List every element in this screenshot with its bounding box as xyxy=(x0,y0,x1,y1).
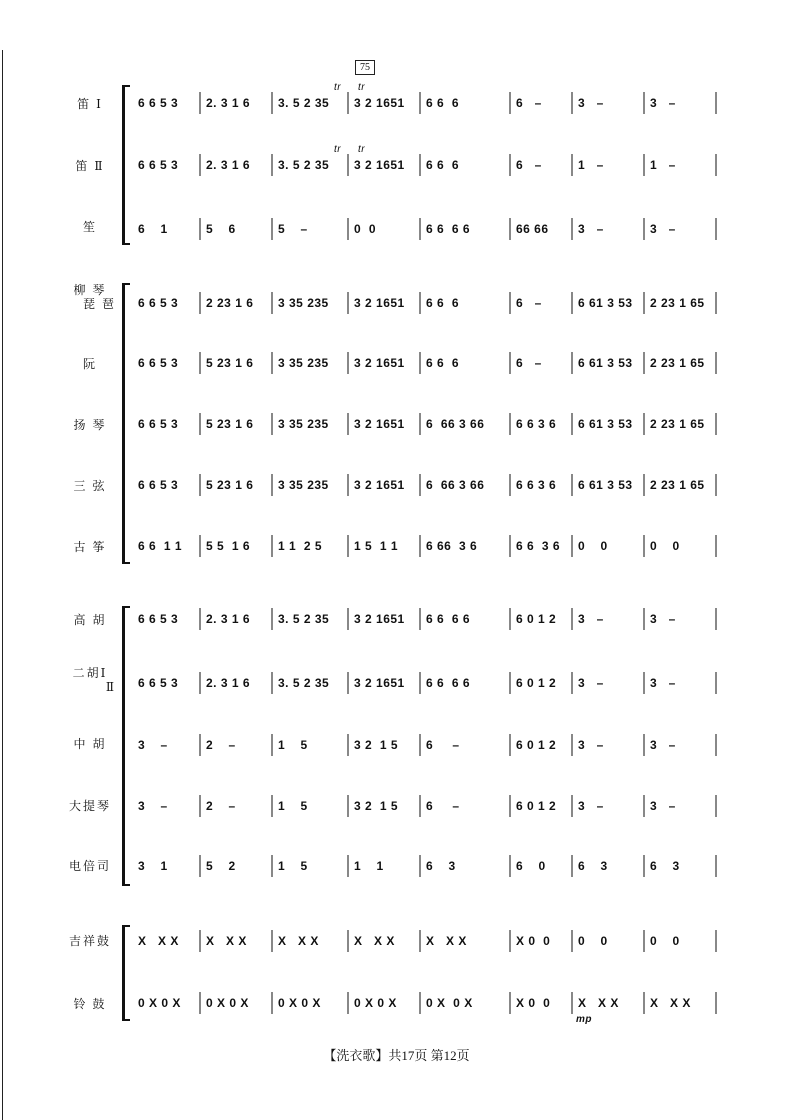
notes-di1-bar-7: 3 – xyxy=(578,96,604,110)
notes-linggu-bar-1: 0 X 0 X xyxy=(138,996,181,1010)
notes-jixianggu-bar-8: 0 0 xyxy=(650,934,680,948)
notes-ruan-bar-4: 3 2 1651 xyxy=(354,356,405,370)
notes-sanxian-bar-8: 2 23 1 65 xyxy=(650,478,705,492)
notes-gaohu-bar-8: 3 – xyxy=(650,612,676,626)
notes-di2-bar-1: 6 6 5 3 xyxy=(138,158,179,172)
notes-sanxian-bar-6: 6 6 3 6 xyxy=(516,478,557,492)
notes-jixianggu-bar-6: X 0 0 xyxy=(516,934,551,948)
notes-guzheng-bar-6: 6 6 3 6 xyxy=(516,539,561,553)
notes-sheng-bar-8: 3 – xyxy=(650,222,676,236)
notes-erhu-bar-4: 3 2 1651 xyxy=(354,676,405,690)
notes-di1-bar-3: 3. 5 2 35 xyxy=(278,96,330,110)
notes-erhu-bar-3: 3. 5 2 35 xyxy=(278,676,330,690)
notes-datiqin-bar-5: 6 – xyxy=(426,799,460,813)
notes-ruan-bar-5: 6 6 6 xyxy=(426,356,460,370)
group-brace-percussion xyxy=(122,925,128,1021)
notes-liuqin-bar-2: 2 23 1 6 xyxy=(206,296,254,310)
notes-datiqin-bar-3: 1 5 xyxy=(278,799,308,813)
notes-jixianggu-bar-7: 0 0 xyxy=(578,934,608,948)
instrument-name-guzheng: 古 筝 xyxy=(73,540,107,554)
notes-linggu-bar-4: 0 X 0 X xyxy=(354,996,397,1010)
instrument-name-liuqin: 柳 琴 琵 琶 xyxy=(73,283,116,311)
notes-yangqin-bar-2: 5 23 1 6 xyxy=(206,417,254,431)
notes-datiqin-bar-7: 3 – xyxy=(578,799,604,813)
instrument-name-sanxian: 三 弦 xyxy=(73,479,107,493)
notes-datiqin-bar-8: 3 – xyxy=(650,799,676,813)
trill-mark: tr xyxy=(358,144,366,155)
instrument-name-linggu: 铃 鼓 xyxy=(73,997,107,1011)
notes-guzheng-bar-2: 5 5 1 6 xyxy=(206,539,251,553)
notes-liuqin-bar-5: 6 6 6 xyxy=(426,296,460,310)
notes-dianbeisi-bar-8: 6 3 xyxy=(650,859,680,873)
notes-guzheng-bar-4: 1 5 1 1 xyxy=(354,539,399,553)
instrument-name-zhonghu: 中 胡 xyxy=(73,737,107,751)
group-brace-bowed xyxy=(122,606,128,886)
notes-sheng-bar-2: 5 6 xyxy=(206,222,236,236)
trill-mark: tr xyxy=(334,144,342,155)
notes-di2-bar-3: 3. 5 2 35 xyxy=(278,158,330,172)
notes-datiqin-bar-2: 2 – xyxy=(206,799,236,813)
instrument-name-jixianggu: 吉祥鼓 xyxy=(68,934,111,948)
notes-gaohu-bar-1: 6 6 5 3 xyxy=(138,612,179,626)
notes-di2-bar-7: 1 – xyxy=(578,158,604,172)
notes-zhonghu-bar-2: 2 – xyxy=(206,738,236,752)
notes-sanxian-bar-7: 6 61 3 53 xyxy=(578,478,633,492)
notes-guzheng-bar-5: 6 66 3 6 xyxy=(426,539,478,553)
notes-guzheng-bar-1: 6 6 1 1 xyxy=(138,539,183,553)
group-brace-winds xyxy=(122,85,128,245)
notes-erhu-bar-8: 3 – xyxy=(650,676,676,690)
notes-di2-bar-2: 2. 3 1 6 xyxy=(206,158,251,172)
notes-di1-bar-8: 3 – xyxy=(650,96,676,110)
notes-di2-bar-5: 6 6 6 xyxy=(426,158,460,172)
notes-gaohu-bar-7: 3 – xyxy=(578,612,604,626)
notes-datiqin-bar-1: 3 – xyxy=(138,799,168,813)
instrument-name-dianbeisi: 电倍司 xyxy=(68,859,111,873)
notes-sheng-bar-5: 6 6 6 6 xyxy=(426,222,471,236)
notes-dianbeisi-bar-5: 6 3 xyxy=(426,859,456,873)
notes-linggu-bar-3: 0 X 0 X xyxy=(278,996,321,1010)
notes-dianbeisi-bar-4: 1 1 xyxy=(354,859,384,873)
notes-jixianggu-bar-3: X X X xyxy=(278,934,319,948)
instrument-name-datiqin: 大提琴 xyxy=(68,799,111,813)
notes-liuqin-bar-6: 6 – xyxy=(516,296,542,310)
notes-ruan-bar-8: 2 23 1 65 xyxy=(650,356,705,370)
instrument-name-erhu: 二胡Ⅰ Ⅱ xyxy=(72,666,116,694)
notes-yangqin-bar-7: 6 61 3 53 xyxy=(578,417,633,431)
instrument-name-di1: 笛 Ⅰ xyxy=(77,97,103,111)
notes-dianbeisi-bar-7: 6 3 xyxy=(578,859,608,873)
notes-erhu-bar-1: 6 6 5 3 xyxy=(138,676,179,690)
notes-jixianggu-bar-2: X X X xyxy=(206,934,247,948)
notes-liuqin-bar-4: 3 2 1651 xyxy=(354,296,405,310)
instrument-name-di2: 笛 Ⅱ xyxy=(75,159,105,173)
notes-zhonghu-bar-7: 3 – xyxy=(578,738,604,752)
notes-ruan-bar-6: 6 – xyxy=(516,356,542,370)
notes-gaohu-bar-5: 6 6 6 6 xyxy=(426,612,471,626)
notes-sanxian-bar-5: 6 66 3 66 xyxy=(426,478,485,492)
notes-zhonghu-bar-6: 6 0 1 2 xyxy=(516,738,557,752)
notes-datiqin-bar-6: 6 0 1 2 xyxy=(516,799,557,813)
notes-erhu-bar-7: 3 – xyxy=(578,676,604,690)
notes-linggu-bar-6: X 0 0 xyxy=(516,996,551,1010)
notes-dianbeisi-bar-6: 6 0 xyxy=(516,859,546,873)
notes-sheng-bar-6: 66 66 xyxy=(516,222,549,236)
notes-ruan-bar-1: 6 6 5 3 xyxy=(138,356,179,370)
instrument-name-gaohu: 高 胡 xyxy=(73,613,107,627)
notes-sheng-bar-1: 6 1 xyxy=(138,222,168,236)
notes-guzheng-bar-8: 0 0 xyxy=(650,539,680,553)
notes-sheng-bar-3: 5 – xyxy=(278,222,308,236)
notes-zhonghu-bar-8: 3 – xyxy=(650,738,676,752)
notes-guzheng-bar-3: 1 1 2 5 xyxy=(278,539,323,553)
instrument-name-sheng: 笙 xyxy=(82,220,97,234)
notes-sheng-bar-7: 3 – xyxy=(578,222,604,236)
notes-sanxian-bar-2: 5 23 1 6 xyxy=(206,478,254,492)
notes-ruan-bar-2: 5 23 1 6 xyxy=(206,356,254,370)
notes-liuqin-bar-3: 3 35 235 xyxy=(278,296,329,310)
notes-linggu-bar-5: 0 X 0 X xyxy=(426,996,473,1010)
notes-liuqin-bar-7: 6 61 3 53 xyxy=(578,296,633,310)
notes-jixianggu-bar-5: X X X xyxy=(426,934,467,948)
notes-di2-bar-8: 1 – xyxy=(650,158,676,172)
notes-di2-bar-6: 6 – xyxy=(516,158,542,172)
rehearsal-mark: 75 xyxy=(355,60,375,75)
notes-gaohu-bar-3: 3. 5 2 35 xyxy=(278,612,330,626)
notes-di2-bar-4: 3 2 1651 xyxy=(354,158,405,172)
notes-yangqin-bar-3: 3 35 235 xyxy=(278,417,329,431)
notes-jixianggu-bar-4: X X X xyxy=(354,934,395,948)
notes-linggu-bar-8: X X X xyxy=(650,996,691,1010)
notes-erhu-bar-5: 6 6 6 6 xyxy=(426,676,471,690)
notes-di1-bar-2: 2. 3 1 6 xyxy=(206,96,251,110)
notes-sanxian-bar-4: 3 2 1651 xyxy=(354,478,405,492)
notes-di1-bar-5: 6 6 6 xyxy=(426,96,460,110)
instrument-name-ruan: 阮 xyxy=(82,357,97,371)
notes-yangqin-bar-4: 3 2 1651 xyxy=(354,417,405,431)
notes-datiqin-bar-4: 3 2 1 5 xyxy=(354,799,399,813)
notes-yangqin-bar-6: 6 6 3 6 xyxy=(516,417,557,431)
notes-gaohu-bar-4: 3 2 1651 xyxy=(354,612,405,626)
notes-dianbeisi-bar-1: 3 1 xyxy=(138,859,168,873)
notes-guzheng-bar-7: 0 0 xyxy=(578,539,608,553)
trill-mark: tr xyxy=(334,82,342,93)
notes-di1-bar-4: 3 2 1651 xyxy=(354,96,405,110)
group-brace-plucked xyxy=(122,283,128,564)
notes-zhonghu-bar-4: 3 2 1 5 xyxy=(354,738,399,752)
instrument-name-yangqin: 扬 琴 xyxy=(73,418,107,432)
notes-sheng-bar-4: 0 0 xyxy=(354,222,377,236)
page-left-rule xyxy=(2,50,3,1120)
notes-sanxian-bar-3: 3 35 235 xyxy=(278,478,329,492)
notes-jixianggu-bar-1: X X X xyxy=(138,934,179,948)
notes-dianbeisi-bar-3: 1 5 xyxy=(278,859,308,873)
dynamic-mark: mp xyxy=(576,1014,592,1025)
notes-ruan-bar-7: 6 61 3 53 xyxy=(578,356,633,370)
notes-gaohu-bar-2: 2. 3 1 6 xyxy=(206,612,251,626)
page-footer: 【洗衣歌】共17页 第12页 xyxy=(323,1048,470,1063)
notes-liuqin-bar-8: 2 23 1 65 xyxy=(650,296,705,310)
notes-zhonghu-bar-5: 6 – xyxy=(426,738,460,752)
notes-yangqin-bar-8: 2 23 1 65 xyxy=(650,417,705,431)
notes-di1-bar-6: 6 – xyxy=(516,96,542,110)
notes-erhu-bar-2: 2. 3 1 6 xyxy=(206,676,251,690)
notes-linggu-bar-2: 0 X 0 X xyxy=(206,996,249,1010)
notes-di1-bar-1: 6 6 5 3 xyxy=(138,96,179,110)
notes-zhonghu-bar-1: 3 – xyxy=(138,738,168,752)
notes-dianbeisi-bar-2: 5 2 xyxy=(206,859,236,873)
notes-sanxian-bar-1: 6 6 5 3 xyxy=(138,478,179,492)
trill-mark: tr xyxy=(358,82,366,93)
notes-erhu-bar-6: 6 0 1 2 xyxy=(516,676,557,690)
notes-yangqin-bar-1: 6 6 5 3 xyxy=(138,417,179,431)
notes-gaohu-bar-6: 6 0 1 2 xyxy=(516,612,557,626)
notes-ruan-bar-3: 3 35 235 xyxy=(278,356,329,370)
notes-liuqin-bar-1: 6 6 5 3 xyxy=(138,296,179,310)
notes-yangqin-bar-5: 6 66 3 66 xyxy=(426,417,485,431)
notes-linggu-bar-7: X X X xyxy=(578,996,619,1010)
notes-zhonghu-bar-3: 1 5 xyxy=(278,738,308,752)
